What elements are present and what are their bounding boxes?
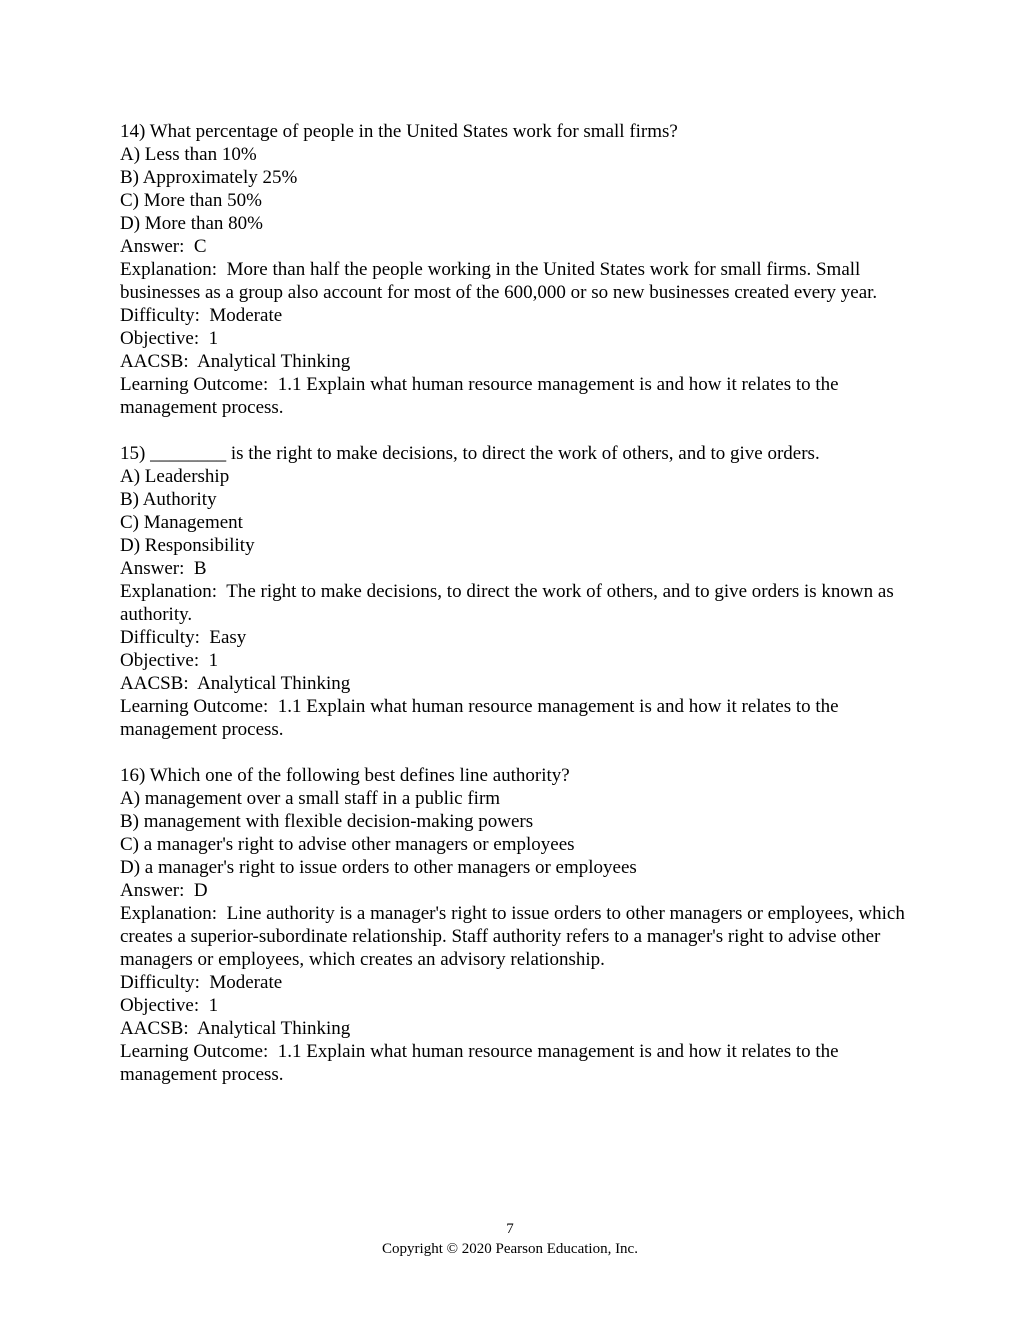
page-number: 7: [506, 1221, 514, 1237]
option-a: A) Leadership: [120, 466, 230, 487]
option-d: D) Responsibility: [120, 535, 255, 556]
explanation: Explanation: Line authority is a manager's right to issue orders to other managers or employees, which creates a superior-subordinate relationship. Staff authority refers to a manager's right to advise other managers or employees, which creates an advisory relationship.: [120, 903, 910, 970]
objective: Objective: 1: [120, 650, 219, 671]
difficulty: Difficulty: Moderate: [120, 972, 283, 993]
aacsb: AACSB: Analytical Thinking: [120, 673, 351, 694]
difficulty: Difficulty: Moderate: [120, 305, 283, 326]
difficulty: Difficulty: Easy: [120, 627, 247, 648]
objective: Objective: 1: [120, 328, 219, 349]
aacsb: AACSB: Analytical Thinking: [120, 351, 351, 372]
question-stem: 14) What percentage of people in the United States work for small firms?: [120, 121, 678, 142]
option-c: C) More than 50%: [120, 190, 262, 211]
answer: Answer: D: [120, 880, 208, 901]
objective: Objective: 1: [120, 995, 219, 1016]
option-c: C) Management: [120, 512, 243, 533]
option-d: D) a manager's right to issue orders to other managers or employees: [120, 857, 637, 878]
document-body: [120, 120, 910, 1109]
option-b: B) management with flexible decision-making powers: [120, 811, 534, 832]
option-a: A) management over a small staff in a public firm: [120, 788, 501, 809]
option-d: D) More than 80%: [120, 213, 263, 234]
question-14: [120, 120, 910, 419]
copyright-notice: Copyright © 2020 Pearson Education, Inc.: [382, 1241, 638, 1257]
answer: Answer: B: [120, 558, 207, 579]
answer: Answer: C: [120, 236, 207, 257]
question-16: [120, 764, 910, 1086]
question-stem: 15) ________ is the right to make decisions, to direct the work of others, and to give orders.: [120, 443, 820, 464]
option-a: A) Less than 10%: [120, 144, 257, 165]
learning-outcome: Learning Outcome: 1.1 Explain what human resource management is and how it relates to the management process.: [120, 1041, 844, 1085]
explanation: Explanation: The right to make decisions, to direct the work of others, and to give orders is known as authority.: [120, 581, 899, 625]
question-15: [120, 442, 910, 741]
learning-outcome: Learning Outcome: 1.1 Explain what human resource management is and how it relates to the management process.: [120, 696, 844, 740]
aacsb: AACSB: Analytical Thinking: [120, 1018, 351, 1039]
explanation: Explanation: More than half the people working in the United States work for small firms. Small businesses as a group also account for most of the 600,000 or so new businesses created every year.: [120, 259, 878, 303]
option-b: B) Approximately 25%: [120, 167, 298, 188]
option-c: C) a manager's right to advise other managers or employees: [120, 834, 575, 855]
option-b: B) Authority: [120, 489, 217, 510]
question-stem: 16) Which one of the following best defines line authority?: [120, 765, 570, 786]
learning-outcome: Learning Outcome: 1.1 Explain what human resource management is and how it relates to the management process.: [120, 374, 844, 418]
